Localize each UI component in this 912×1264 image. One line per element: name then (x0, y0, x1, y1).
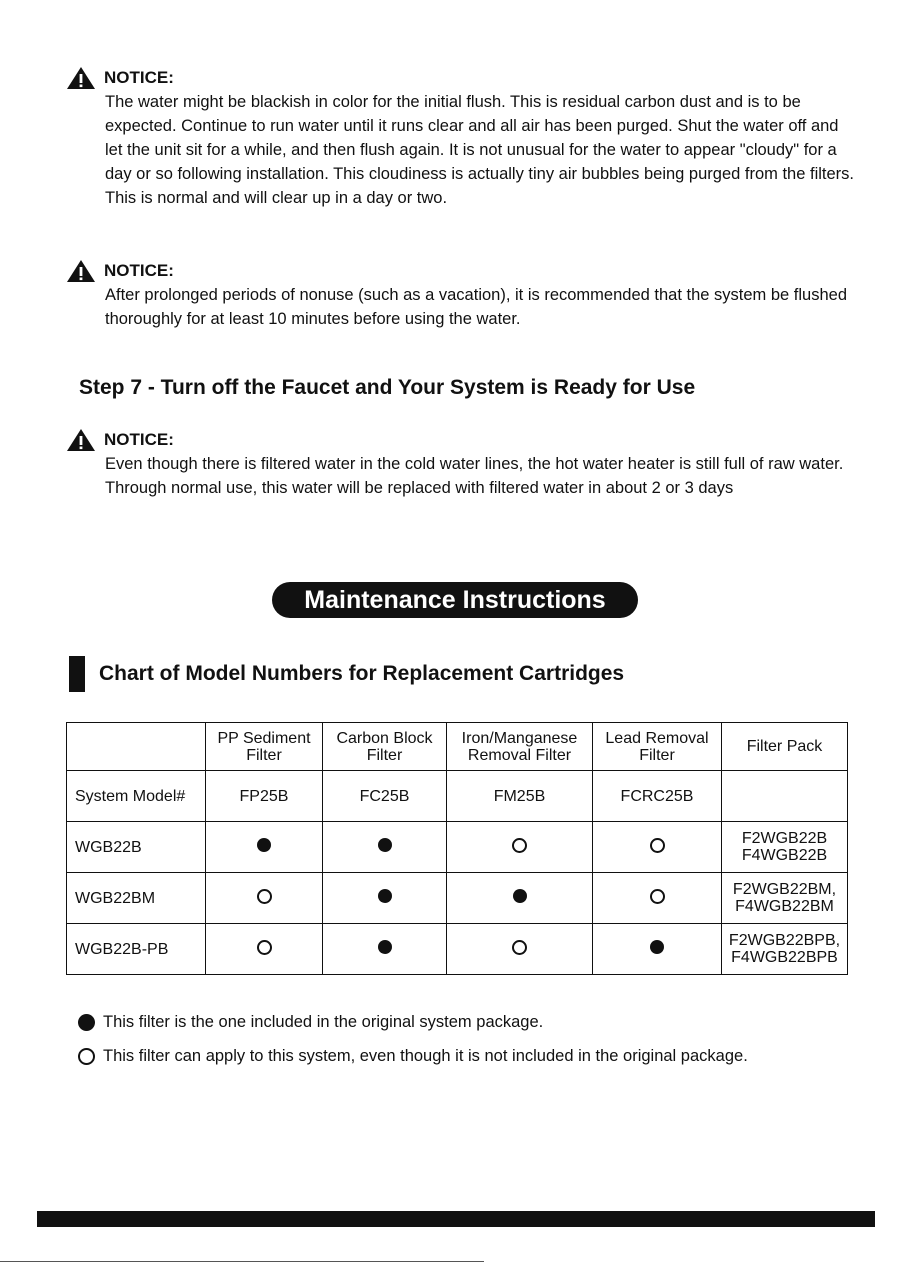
notice-text: Even though there is filtered water in the cold water lines, the hot water heater is still full of raw water. Through normal use, this water will be replaced with filtered water in about 2 or 3 days (105, 455, 844, 497)
table-header-cell (67, 723, 206, 771)
model-numbers-table (66, 722, 848, 975)
mark-cell (206, 924, 323, 975)
warning-icon (66, 428, 96, 452)
table-row (67, 924, 848, 975)
notice-title: NOTICE: (104, 430, 174, 449)
mark-cell (447, 822, 593, 873)
filter-pack-cell: F2WGB22BPB, F4WGB22BPB (722, 924, 848, 975)
table-row-system-model (67, 771, 848, 822)
filter-pack-cell: F2WGB22BM, F4WGB22BM (722, 873, 848, 924)
table-cell (722, 771, 848, 822)
notice-header (66, 428, 856, 452)
footer-bar (37, 1211, 875, 1227)
notice-header (66, 66, 856, 90)
open-circle-icon (78, 1048, 95, 1065)
open-circle-icon (512, 940, 527, 955)
table-cell: FP25B (206, 771, 323, 822)
legend-filled (78, 1013, 543, 1032)
table-header-row (67, 723, 848, 771)
mark-cell (323, 924, 447, 975)
filled-circle-icon (78, 1014, 95, 1031)
open-circle-icon (257, 889, 272, 904)
notice-initial-flush (66, 66, 856, 210)
notice-nonuse (66, 259, 856, 331)
model-cell: WGB22BM (67, 873, 206, 924)
model-cell: WGB22B (67, 822, 206, 873)
legend-open (78, 1047, 748, 1066)
legend-open-text: This filter can apply to this system, even though it is not included in the original package. (103, 1047, 748, 1065)
table-header-cell: PP Sediment Filter (206, 723, 323, 771)
table-header-cell: Filter Pack (722, 723, 848, 771)
step-7-heading: Step 7 - Turn off the Faucet and Your System is Ready for Use (79, 376, 696, 399)
open-circle-icon (512, 838, 527, 853)
chart-heading: Chart of Model Numbers for Replacement Cartridges (99, 662, 625, 685)
table-row (67, 873, 848, 924)
table-cell: FCRC25B (593, 771, 722, 822)
model-cell: WGB22B-PB (67, 924, 206, 975)
notice-header (66, 259, 856, 283)
table-cell: FM25B (447, 771, 593, 822)
mark-cell (447, 873, 593, 924)
notice-title: NOTICE: (104, 261, 174, 280)
open-circle-icon (650, 889, 665, 904)
mark-cell (593, 873, 722, 924)
filled-circle-icon (513, 889, 527, 903)
section-marker-bar (69, 656, 85, 692)
open-circle-icon (650, 838, 665, 853)
table-cell: FC25B (323, 771, 447, 822)
mark-cell (206, 873, 323, 924)
filled-circle-icon (650, 940, 664, 954)
mark-cell (447, 924, 593, 975)
mark-cell (593, 924, 722, 975)
filled-circle-icon (378, 838, 392, 852)
mark-cell (323, 873, 447, 924)
divider (0, 1261, 484, 1262)
table-header-cell: Iron/Manganese Removal Filter (447, 723, 593, 771)
table-row (67, 822, 848, 873)
notice-hot-water (66, 428, 856, 500)
warning-icon (66, 259, 96, 283)
open-circle-icon (257, 940, 272, 955)
notice-text: The water might be blackish in color for the initial flush. This is residual carbon dust and is to be expected. Continue to run water until it runs clear and all air has been purged. Shut the water off and let the unit sit for a while, and then flush again. It is not unusual for the water to appear "cloudy" for a day or so following installation. This cloudiness is actually tiny air bubbles being purged from the filters. This is normal and will clear up in a day or two. (105, 93, 855, 207)
legend-filled-text: This filter is the one included in the original system package. (103, 1013, 544, 1031)
table-header-cell: Lead Removal Filter (593, 723, 722, 771)
notice-title: NOTICE: (104, 68, 174, 87)
mark-cell (593, 822, 722, 873)
table-cell: System Model# (67, 771, 206, 822)
notice-text: After prolonged periods of nonuse (such as a vacation), it is recommended that the system be flushed thoroughly for at least 10 minutes before using the water. (105, 286, 847, 328)
warning-icon (66, 66, 96, 90)
filled-circle-icon (257, 838, 271, 852)
mark-cell (206, 822, 323, 873)
maintenance-title: Maintenance Instructions (272, 582, 638, 618)
filled-circle-icon (378, 940, 392, 954)
mark-cell (323, 822, 447, 873)
filter-pack-cell: F2WGB22B F4WGB22B (722, 822, 848, 873)
table-header-cell: Carbon Block Filter (323, 723, 447, 771)
filled-circle-icon (378, 889, 392, 903)
